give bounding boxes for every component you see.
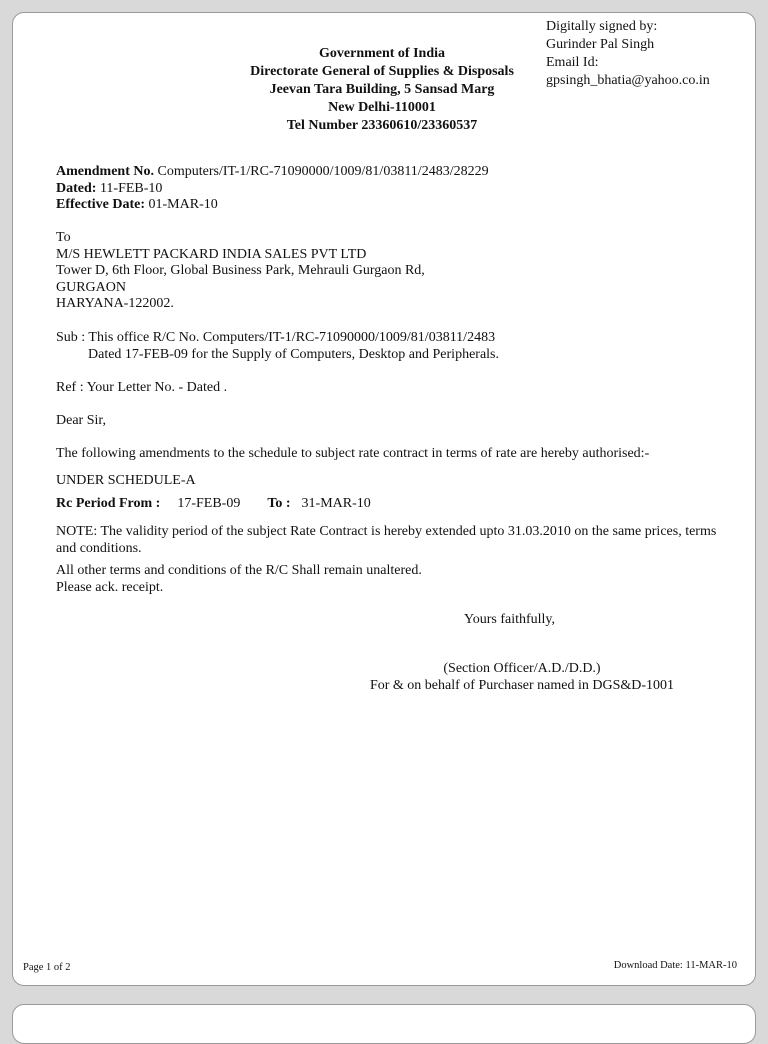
email-label: Email Id:: [546, 55, 599, 70]
document-page: [12, 12, 756, 986]
closing-line-2: Please ack. receipt.: [56, 579, 164, 595]
officer-title: (Section Officer/A.D./D.D.): [443, 661, 601, 676]
subject-block: [56, 330, 499, 363]
yours-faithfully: Yours faithfully,: [464, 612, 556, 627]
officer-block: [367, 661, 677, 694]
signer-email: gpsingh_bhatia@yahoo.co.in: [546, 73, 710, 88]
note-block: [56, 524, 716, 557]
reference-line: Ref : Your Letter No. - Dated .: [56, 380, 228, 395]
closing-block: [56, 563, 422, 596]
officer-behalf: For & on behalf of Purchaser named in DGS&D-1001: [369, 677, 675, 693]
address-line-1: Tower D, 6th Floor, Global Business Park, Mehrauli Gurgaon Rd,: [56, 263, 425, 278]
rc-from-value: 17-FEB-09: [177, 496, 241, 511]
schedule-heading: UNDER SCHEDULE-A: [56, 473, 196, 488]
rc-to-label: To :: [267, 496, 291, 511]
rc-from-label: Rc Period From :: [56, 496, 161, 511]
next-page-edge: [12, 1004, 756, 1044]
amendment-dated: Dated: 11-FEB-10: [56, 180, 163, 196]
amendment-number: Amendment No. Computers/IT-1/RC-71090000/1009/81/03811/2483/28229: [56, 164, 489, 179]
header-line-2: Directorate General of Supplies & Disposals: [250, 64, 514, 79]
amendment-block: [56, 164, 489, 214]
salutation: Dear Sir,: [56, 413, 106, 428]
amendment-effective-date: Effective Date: 01-MAR-10: [56, 197, 218, 212]
rc-to-value: 31-MAR-10: [301, 496, 371, 511]
body-intro: The following amendments to the schedule to subject rate contract in terms of rate are hereby authorised:-: [56, 446, 650, 461]
header-line-4: New Delhi-110001: [328, 100, 436, 115]
address-to: To: [56, 230, 71, 245]
note-line-2: and conditions.: [56, 540, 142, 556]
signer-name: Gurinder Pal Singh: [546, 37, 655, 52]
subject-line-1: Sub : This office R/C No. Computers/IT-1/RC-71090000/1009/81/03811/2483: [56, 330, 496, 345]
signature-label: Digitally signed by:: [546, 19, 658, 34]
header-line-3: Jeevan Tara Building, 5 Sansad Marg: [269, 82, 495, 97]
letterhead: [183, 45, 581, 135]
recipient-address: [56, 230, 425, 313]
address-line-2: GURGAON: [56, 279, 126, 295]
page-number: Page 1 of 2: [23, 962, 71, 973]
download-date: Download Date: 11-MAR-10: [613, 960, 737, 971]
header-line-5: Tel Number 23360610/23360537: [286, 118, 478, 133]
closing-line-1: All other terms and conditions of the R/C Shall remain unaltered.: [56, 563, 422, 578]
rc-period: [56, 496, 371, 513]
address-company: M/S HEWLETT PACKARD INDIA SALES PVT LTD: [56, 246, 367, 262]
note-line-1: NOTE: The validity period of the subject Rate Contract is hereby extended upto 31.03.2010 on the same prices, terms: [56, 524, 717, 539]
address-line-3: HARYANA-122002.: [56, 296, 174, 311]
subject-line-2: Dated 17-FEB-09 for the Supply of Computers, Desktop and Peripherals.: [88, 346, 499, 362]
header-line-1: Government of India: [319, 46, 445, 61]
